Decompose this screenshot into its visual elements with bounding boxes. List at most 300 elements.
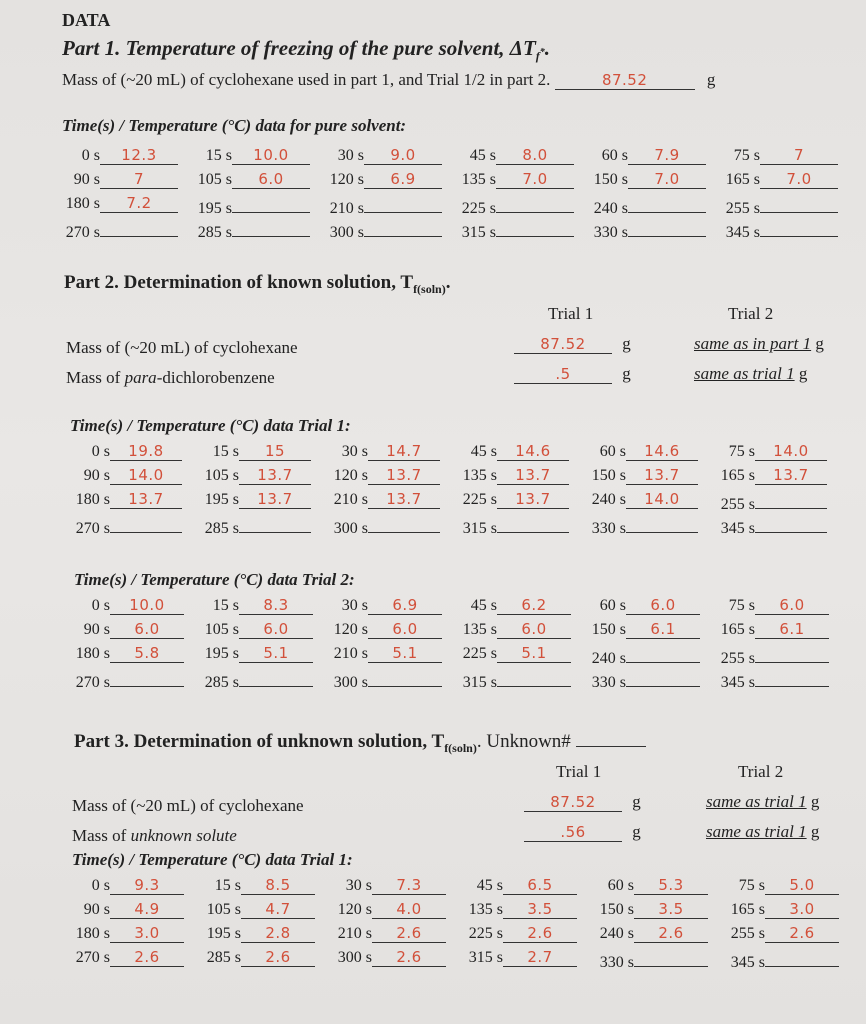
temperature-field[interactable] <box>626 668 700 687</box>
part3-mass-unknown-it: unknown solute <box>130 826 237 845</box>
temperature-field[interactable]: 2.6 <box>372 948 446 967</box>
part2-title-text: Part 2. Determination of known solution, T <box>64 272 414 293</box>
time-temp-cell <box>713 876 839 895</box>
time-temp-cell <box>582 948 708 972</box>
time-label: 75 s <box>728 443 755 460</box>
time-label: 15 s <box>205 147 232 164</box>
time-temp-cell <box>447 620 571 639</box>
time-label: 225 s <box>462 491 497 508</box>
time-temp-cell <box>320 900 446 919</box>
temperature-field[interactable] <box>755 668 829 687</box>
time-label: 300 s <box>329 224 364 241</box>
time-temp-cell <box>318 146 442 165</box>
part2-trial2-table-title: Time(s) / Temperature (°C) data Trial 2: <box>74 570 355 589</box>
time-temp-cell <box>186 146 310 165</box>
temperature-field[interactable]: 6.0 <box>626 596 700 615</box>
temperature-field[interactable] <box>628 218 706 237</box>
time-label: 225 s <box>468 925 503 942</box>
temperature-field[interactable] <box>755 490 827 509</box>
temperature-field[interactable] <box>626 644 700 663</box>
time-label: 330 s <box>593 224 628 241</box>
time-temp-cell <box>318 668 442 692</box>
part2-mass-pdcb-t1-row <box>514 364 631 384</box>
temperature-field[interactable] <box>496 194 574 213</box>
temperature-field[interactable]: 6.2 <box>497 596 571 615</box>
time-temp-cell <box>576 644 700 668</box>
time-label: 60 s <box>607 877 634 894</box>
time-temp-cell <box>189 900 315 919</box>
time-label: 180 s <box>75 491 110 508</box>
temperature-field[interactable]: 13.7 <box>239 466 311 485</box>
time-temp-cell <box>576 596 700 615</box>
time-label: 60 s <box>599 443 626 460</box>
time-label: 15 s <box>212 597 239 614</box>
part1-table-title: Time(s) / Temperature (°C) data for pure solvent: <box>62 116 407 135</box>
time-label: 285 s <box>204 674 239 691</box>
temperature-field[interactable]: 3.5 <box>634 900 708 919</box>
temperature-field[interactable] <box>760 194 838 213</box>
temperature-field[interactable] <box>110 668 184 687</box>
temperature-field[interactable]: 8.3 <box>239 596 313 615</box>
part3-unknown-label: . Unknown# <box>476 731 571 752</box>
temperature-field[interactable]: 6.0 <box>755 596 829 615</box>
time-label: 150 s <box>591 467 626 484</box>
time-temp-cell <box>186 170 310 189</box>
temperature-field[interactable]: 7 <box>760 146 838 165</box>
time-temp-cell <box>54 170 178 189</box>
time-temp-cell <box>447 644 571 663</box>
part3-mass-cyclohexane-label: Mass of (~20 mL) of cyclohexane <box>72 796 304 815</box>
time-temp-cell <box>582 170 706 189</box>
time-label: 135 s <box>461 171 496 188</box>
time-label: 0 s <box>91 877 110 894</box>
time-label: 135 s <box>462 467 497 484</box>
time-label: 165 s <box>720 621 755 638</box>
time-label: 210 s <box>337 925 372 942</box>
time-temp-cell <box>582 924 708 943</box>
part1-title-sup: * <box>539 47 545 59</box>
temperature-field[interactable]: 14.0 <box>110 466 182 485</box>
part2-unit-4: g <box>798 364 808 383</box>
time-temp-cell <box>54 218 178 242</box>
time-label: 315 s <box>462 520 497 537</box>
time-label: 150 s <box>593 171 628 188</box>
part2-mass-pdcb-it: para <box>124 368 157 387</box>
part2-trial1-table-title: Time(s) / Temperature (°C) data Trial 1: <box>70 416 351 435</box>
temperature-field[interactable]: 2.8 <box>241 924 315 943</box>
temperature-field[interactable]: 5.0 <box>765 876 839 895</box>
time-temp-cell <box>60 620 184 639</box>
time-temp-cell <box>703 490 827 514</box>
time-label: 315 s <box>468 949 503 966</box>
time-temp-cell <box>320 924 446 943</box>
time-temp-cell <box>318 218 442 242</box>
part1-title: Part 1. Temperature of freezing of the pure solvent, $\Delta T_{f^*}$. <box>62 36 551 64</box>
time-label: 180 s <box>75 645 110 662</box>
part1-mass-label: Mass of (~20 mL) of cyclohexane used in part 1, and Trial 1/2 in part 2. <box>62 70 551 89</box>
time-label: 135 s <box>468 901 503 918</box>
temperature-field[interactable]: 13.7 <box>755 466 827 485</box>
temperature-field[interactable]: 6.0 <box>239 620 313 639</box>
part1-mass-field[interactable]: 87.52 <box>555 71 695 90</box>
part3-mass-unknown-label <box>72 826 237 846</box>
temperature-field[interactable] <box>755 644 829 663</box>
time-temp-cell <box>318 194 442 218</box>
temperature-field[interactable]: 2.7 <box>503 948 577 967</box>
temperature-field[interactable]: 2.6 <box>765 924 839 943</box>
temperature-field[interactable] <box>364 194 442 213</box>
time-temp-cell <box>320 948 446 967</box>
time-label: 300 s <box>333 520 368 537</box>
time-label: 240 s <box>599 925 634 942</box>
time-temp-cell <box>58 948 184 967</box>
time-label: 45 s <box>469 147 496 164</box>
temperature-field[interactable]: 13.7 <box>626 466 698 485</box>
temperature-field[interactable]: 6.0 <box>497 620 571 639</box>
part2-mass-cyclohexane-t2: same as in part 1 <box>694 334 812 353</box>
time-label: 105 s <box>206 901 241 918</box>
time-label: 0 s <box>91 443 110 460</box>
temperature-field[interactable]: 13.7 <box>497 466 569 485</box>
time-temp-cell <box>451 900 577 919</box>
part2-title-sub: f(soln) <box>413 281 446 296</box>
time-temp-cell <box>58 490 182 509</box>
part2-title: Part 2. Determination of known solution, $T_{f(soln)}$. <box>64 272 451 296</box>
time-label: 165 s <box>720 467 755 484</box>
temperature-field[interactable] <box>368 514 440 533</box>
temperature-field[interactable]: 3.0 <box>765 900 839 919</box>
part3-mass-unknown-t2-row <box>706 822 819 842</box>
time-temp-cell <box>189 948 315 967</box>
time-temp-cell <box>451 948 577 967</box>
time-temp-cell <box>316 442 440 461</box>
part2-mass-pdcb-t1-field[interactable]: .5 <box>514 365 612 384</box>
temperature-field[interactable]: 14.6 <box>626 442 698 461</box>
temperature-field[interactable]: 8.0 <box>496 146 574 165</box>
temperature-field[interactable]: 9.3 <box>110 876 184 895</box>
time-label: 255 s <box>725 200 760 217</box>
time-label: 300 s <box>337 949 372 966</box>
temperature-field[interactable] <box>765 948 839 967</box>
temperature-field[interactable] <box>239 668 313 687</box>
time-temp-cell <box>187 466 311 485</box>
time-label: 270 s <box>65 224 100 241</box>
time-temp-cell <box>187 490 311 509</box>
time-label: 210 s <box>329 200 364 217</box>
temperature-field[interactable]: 4.9 <box>110 900 184 919</box>
part3-unit-4: g <box>810 822 820 841</box>
time-temp-cell <box>447 668 571 692</box>
time-label: 195 s <box>206 925 241 942</box>
temperature-field[interactable]: 6.1 <box>755 620 829 639</box>
time-temp-cell <box>445 466 569 485</box>
temperature-field[interactable]: 6.0 <box>110 620 184 639</box>
temperature-field[interactable]: 15 <box>239 442 311 461</box>
temperature-field[interactable]: 6.0 <box>232 170 310 189</box>
temperature-field[interactable]: 6.5 <box>503 876 577 895</box>
time-temp-cell <box>582 194 706 218</box>
part3-mass-unknown-t1-field[interactable]: .56 <box>524 823 622 842</box>
time-temp-cell <box>703 514 827 538</box>
temperature-field[interactable]: 2.6 <box>241 948 315 967</box>
temperature-field[interactable]: 6.9 <box>368 596 442 615</box>
temperature-field[interactable]: 13.7 <box>239 490 311 509</box>
time-temp-cell <box>320 876 446 895</box>
temperature-field[interactable]: 13.7 <box>497 490 569 509</box>
temperature-field[interactable]: 13.7 <box>368 490 440 509</box>
time-label: 315 s <box>462 674 497 691</box>
temperature-field[interactable]: 10.0 <box>232 146 310 165</box>
time-temp-cell <box>450 170 574 189</box>
time-label: 270 s <box>75 674 110 691</box>
time-temp-cell <box>58 876 184 895</box>
time-temp-cell <box>713 900 839 919</box>
temperature-field[interactable]: 7.0 <box>760 170 838 189</box>
time-temp-cell <box>582 146 706 165</box>
temperature-field[interactable]: 4.0 <box>372 900 446 919</box>
time-temp-cell <box>713 948 839 972</box>
time-temp-cell <box>189 668 313 692</box>
part3-trial1-table-title: Time(s) / Temperature (°C) data Trial 1: <box>72 850 353 869</box>
time-temp-cell <box>450 218 574 242</box>
temperature-field[interactable]: 13.7 <box>368 466 440 485</box>
time-temp-cell <box>318 620 442 639</box>
time-label: 135 s <box>462 621 497 638</box>
time-label: 210 s <box>333 645 368 662</box>
time-temp-cell <box>318 644 442 663</box>
time-temp-cell <box>576 668 700 692</box>
time-temp-cell <box>582 900 708 919</box>
part2-mass-cyclohexane-t2-row <box>694 334 824 354</box>
temperature-field[interactable]: 2.6 <box>503 924 577 943</box>
part1-mass-unit: g <box>706 70 716 89</box>
part3-trial1-heading: Trial 1 <box>556 762 602 781</box>
temperature-field[interactable]: 4.7 <box>241 900 315 919</box>
time-temp-cell <box>186 218 310 242</box>
time-label: 300 s <box>333 674 368 691</box>
time-temp-cell <box>450 146 574 165</box>
temperature-field[interactable]: 2.6 <box>372 924 446 943</box>
part2-unit-1: g <box>622 334 631 353</box>
time-label: 225 s <box>462 645 497 662</box>
time-label: 45 s <box>470 597 497 614</box>
part2-unit-3: g <box>622 364 631 383</box>
time-label: 105 s <box>204 467 239 484</box>
time-temp-cell <box>60 596 184 615</box>
time-temp-cell <box>713 924 839 943</box>
temperature-field[interactable] <box>497 514 569 533</box>
part2-mass-cyclohexane-label: Mass of (~20 mL) of cyclohexane <box>66 338 298 357</box>
time-temp-cell <box>714 218 838 242</box>
time-label: 240 s <box>591 650 626 667</box>
temperature-field[interactable]: 7.0 <box>628 170 706 189</box>
part3-mass-unknown-pre: Mass of <box>72 826 131 845</box>
time-temp-cell <box>574 490 698 509</box>
time-temp-cell <box>189 596 313 615</box>
time-label: 30 s <box>341 443 368 460</box>
time-temp-cell <box>450 194 574 218</box>
temperature-field[interactable]: 5.3 <box>634 876 708 895</box>
part2-mass-cyclohexane-t1-field[interactable]: 87.52 <box>514 335 612 354</box>
time-label: 255 s <box>730 925 765 942</box>
time-label: 105 s <box>197 171 232 188</box>
time-temp-cell <box>705 668 829 692</box>
temperature-field[interactable]: 12.3 <box>100 146 178 165</box>
part2-mass-pdcb-t2: same as trial 1 <box>694 364 795 383</box>
time-temp-cell <box>187 514 311 538</box>
part2-mass-pdcb-pre: Mass of <box>66 368 125 387</box>
temperature-field[interactable]: 2.6 <box>110 948 184 967</box>
time-label: 240 s <box>591 491 626 508</box>
time-temp-cell <box>316 514 440 538</box>
temperature-field[interactable]: 19.8 <box>110 442 182 461</box>
temperature-field[interactable]: 5.1 <box>239 644 313 663</box>
time-label: 285 s <box>204 520 239 537</box>
temperature-field[interactable]: 6.0 <box>368 620 442 639</box>
temperature-field[interactable]: 7.9 <box>628 146 706 165</box>
time-label: 330 s <box>591 674 626 691</box>
temperature-field[interactable] <box>628 194 706 213</box>
part3-unit-2: g <box>810 792 820 811</box>
time-temp-cell <box>445 442 569 461</box>
time-label: 120 s <box>329 171 364 188</box>
time-label: 285 s <box>206 949 241 966</box>
part2-mass-pdcb-t2-row <box>694 364 807 384</box>
part2-unit-2: g <box>815 334 824 353</box>
time-temp-cell <box>445 514 569 538</box>
time-label: 270 s <box>75 520 110 537</box>
temperature-field[interactable] <box>232 218 310 237</box>
temperature-field[interactable] <box>755 514 827 533</box>
time-temp-cell <box>447 596 571 615</box>
temperature-field[interactable]: 7.3 <box>372 876 446 895</box>
time-label: 0 s <box>91 597 110 614</box>
time-temp-cell <box>576 620 700 639</box>
time-temp-cell <box>705 644 829 668</box>
time-label: 195 s <box>204 491 239 508</box>
temperature-field[interactable] <box>364 218 442 237</box>
temperature-field[interactable]: 6.1 <box>626 620 700 639</box>
time-label: 330 s <box>599 954 634 971</box>
time-temp-cell <box>189 876 315 895</box>
time-label: 60 s <box>601 147 628 164</box>
temperature-field[interactable] <box>496 218 574 237</box>
part3-mass-cyclohexane-t2: same as trial 1 <box>706 792 807 811</box>
temperature-field[interactable]: 3.5 <box>503 900 577 919</box>
time-temp-cell <box>574 466 698 485</box>
time-label: 150 s <box>591 621 626 638</box>
time-label: 180 s <box>65 195 100 212</box>
temperature-field[interactable]: 6.9 <box>364 170 442 189</box>
time-label: 240 s <box>593 200 628 217</box>
time-label: 90 s <box>83 901 110 918</box>
temperature-field[interactable]: 14.6 <box>497 442 569 461</box>
temperature-field[interactable]: 10.0 <box>110 596 184 615</box>
time-temp-cell <box>58 442 182 461</box>
temperature-field[interactable]: 14.0 <box>755 442 827 461</box>
time-temp-cell <box>58 924 184 943</box>
time-temp-cell <box>316 466 440 485</box>
time-label: 0 s <box>81 147 100 164</box>
part1-title-sub: f <box>535 49 540 64</box>
temperature-field[interactable] <box>760 218 838 237</box>
time-label: 345 s <box>725 224 760 241</box>
part3-mass-unknown-t1-row <box>524 822 641 842</box>
time-temp-cell <box>58 514 182 538</box>
temperature-field[interactable]: 2.6 <box>634 924 708 943</box>
time-label: 180 s <box>75 925 110 942</box>
time-label: 345 s <box>730 954 765 971</box>
temperature-field[interactable]: 7.0 <box>496 170 574 189</box>
part3-mass-cyclohexane-t1-field[interactable]: 87.52 <box>524 793 622 812</box>
time-temp-cell <box>574 514 698 538</box>
temperature-field[interactable] <box>110 514 182 533</box>
temperature-field[interactable]: 5.8 <box>110 644 184 663</box>
time-label: 315 s <box>461 224 496 241</box>
temperature-field[interactable]: 5.1 <box>368 644 442 663</box>
time-temp-cell <box>189 644 313 663</box>
part2-mass-pdcb-post: -dichlorobenzene <box>156 368 275 387</box>
time-label: 60 s <box>599 597 626 614</box>
part3-unknown-number-field[interactable] <box>576 728 646 747</box>
temperature-field[interactable]: 14.0 <box>626 490 698 509</box>
part2-trial1-heading: Trial 1 <box>548 304 594 323</box>
temperature-field[interactable]: 8.5 <box>241 876 315 895</box>
temperature-field[interactable] <box>368 668 442 687</box>
time-label: 30 s <box>345 877 372 894</box>
temperature-field[interactable]: 5.1 <box>497 644 571 663</box>
part2-trial2-heading: Trial 2 <box>728 304 774 323</box>
temperature-field[interactable] <box>239 514 311 533</box>
temperature-field[interactable] <box>100 218 178 237</box>
time-temp-cell <box>705 596 829 615</box>
time-temp-cell <box>703 466 827 485</box>
temperature-field[interactable] <box>232 194 310 213</box>
time-temp-cell <box>705 620 829 639</box>
time-temp-cell <box>714 194 838 218</box>
data-heading: DATA <box>62 10 111 30</box>
time-temp-cell <box>451 876 577 895</box>
temperature-field[interactable]: 14.7 <box>368 442 440 461</box>
time-temp-cell <box>60 668 184 692</box>
time-temp-cell <box>186 194 310 218</box>
temperature-field[interactable]: 7.2 <box>100 194 178 213</box>
part3-unit-3: g <box>632 822 641 841</box>
temperature-field[interactable]: 13.7 <box>110 490 182 509</box>
part3-trial2-heading: Trial 2 <box>738 762 784 781</box>
time-label: 90 s <box>83 467 110 484</box>
temperature-field[interactable] <box>634 948 708 967</box>
temperature-field[interactable]: 3.0 <box>110 924 184 943</box>
part3-title-sub: f(soln) <box>444 740 477 755</box>
temperature-field[interactable] <box>497 668 571 687</box>
time-label: 105 s <box>204 621 239 638</box>
part3-title-text: Part 3. Determination of unknown solution, T <box>74 731 445 752</box>
temperature-field[interactable]: 9.0 <box>364 146 442 165</box>
time-temp-cell <box>582 876 708 895</box>
part3-unit-1: g <box>632 792 641 811</box>
part3-mass-cyclohexane-t2-row <box>706 792 819 812</box>
temperature-field[interactable]: 7 <box>100 170 178 189</box>
time-label: 270 s <box>75 949 110 966</box>
part1-mass-row <box>62 70 715 90</box>
time-temp-cell <box>318 596 442 615</box>
time-label: 255 s <box>720 496 755 513</box>
time-label: 225 s <box>461 200 496 217</box>
time-label: 30 s <box>337 147 364 164</box>
temperature-field[interactable] <box>626 514 698 533</box>
part1-title-text: Part 1. Temperature of freezing of the pure solvent, ΔT <box>62 36 536 60</box>
